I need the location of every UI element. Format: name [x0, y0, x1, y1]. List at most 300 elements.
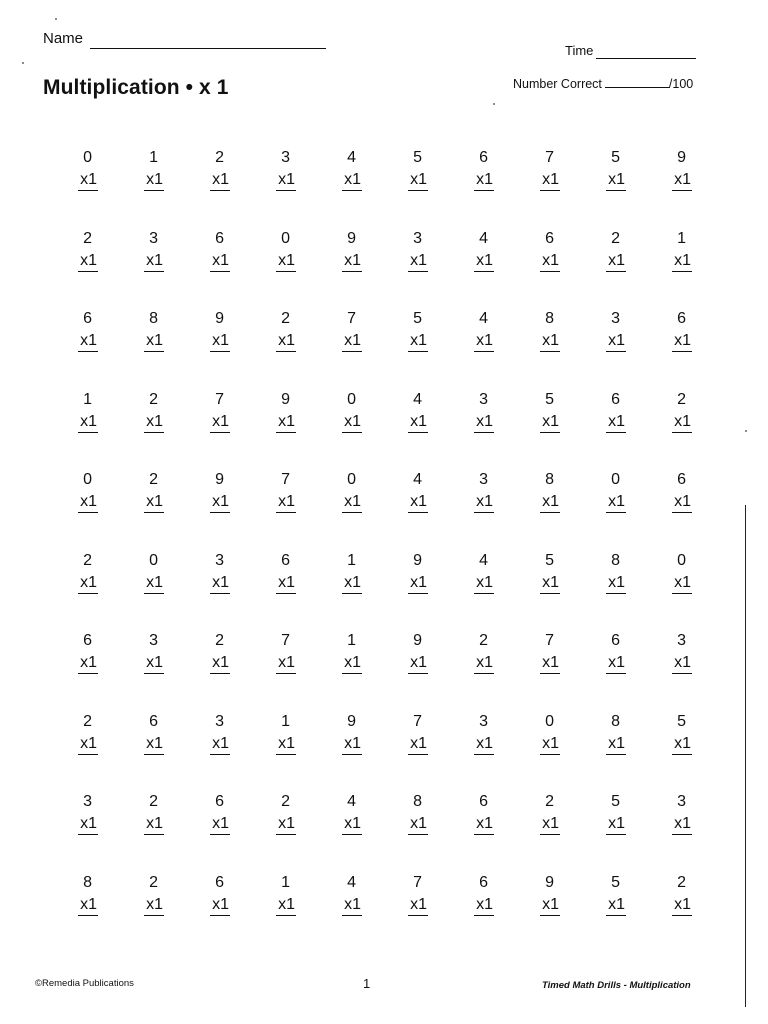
problem-multiplier: x1 [78, 653, 98, 674]
problem-multiplier: x1 [144, 331, 164, 352]
problem-multiplicand: 9 [347, 229, 356, 247]
problem-item [506, 549, 572, 630]
problem-multiplier: x1 [474, 412, 494, 433]
number-correct [513, 75, 693, 91]
problem-multiplier: x1 [408, 251, 428, 272]
problem-grid [44, 146, 704, 951]
problem-multiplier: x1 [210, 251, 230, 272]
problem-multiplier: x1 [276, 331, 296, 352]
problem-multiplicand: 3 [413, 229, 422, 247]
problem-multiplier: x1 [606, 331, 626, 352]
problem-multiplier: x1 [78, 331, 98, 352]
problem-multiplicand: 1 [347, 632, 356, 649]
problem-multiplicand: 3 [83, 793, 92, 810]
problem-item [110, 629, 176, 710]
problem-multiplicand: 5 [545, 551, 554, 569]
problem-item [440, 790, 506, 871]
problem-item [176, 227, 242, 308]
problem-multiplicand: 6 [677, 310, 686, 327]
problem-multiplicand: 9 [545, 873, 554, 891]
problem-multiplicand: 2 [149, 873, 158, 891]
problem-multiplicand: 7 [281, 471, 290, 488]
problem-multiplicand: 4 [413, 471, 422, 488]
problem-multiplicand: 7 [413, 873, 422, 891]
problem-item [44, 146, 110, 227]
problem-multiplier: x1 [408, 814, 428, 835]
problem-item [308, 629, 374, 710]
problem-multiplier: x1 [540, 170, 560, 191]
problem-item [308, 710, 374, 791]
problem-multiplicand: 3 [611, 310, 620, 327]
problem-multiplicand: 5 [611, 149, 620, 166]
problem-multiplicand: 5 [611, 873, 620, 891]
problem-multiplicand: 6 [83, 310, 92, 327]
problem-item [308, 307, 374, 388]
scan-speck [22, 62, 24, 64]
problem-multiplier: x1 [540, 251, 560, 272]
problem-multiplier: x1 [210, 814, 230, 835]
name-label: Name [43, 30, 84, 47]
problem-multiplier: x1 [78, 573, 98, 594]
footer-publisher: ©Remedia Publications [35, 978, 134, 989]
problem-multiplier: x1 [408, 653, 428, 674]
problem-item [440, 549, 506, 630]
problem-item [638, 549, 704, 630]
problem-multiplier: x1 [606, 170, 626, 191]
problem-multiplier: x1 [408, 895, 428, 916]
problem-multiplicand: 0 [545, 712, 554, 730]
problem-multiplier: x1 [342, 412, 362, 433]
problem-item [242, 549, 308, 630]
problem-item [110, 146, 176, 227]
problem-item [44, 388, 110, 469]
problem-item [176, 871, 242, 952]
problem-item [638, 468, 704, 549]
problem-item [44, 629, 110, 710]
problem-multiplicand: 2 [611, 229, 620, 247]
problem-multiplicand: 1 [83, 390, 92, 408]
problem-multiplicand: 9 [413, 551, 422, 569]
problem-item [506, 388, 572, 469]
problem-multiplicand: 6 [479, 793, 488, 810]
problem-multiplicand: 0 [83, 149, 92, 166]
problem-multiplier: x1 [672, 814, 692, 835]
problem-multiplier: x1 [342, 895, 362, 916]
problem-multiplicand: 4 [413, 390, 422, 408]
problem-multiplier: x1 [210, 170, 230, 191]
problem-multiplier: x1 [540, 412, 560, 433]
problem-multiplier: x1 [408, 331, 428, 352]
problem-item [110, 871, 176, 952]
problem-multiplier: x1 [672, 573, 692, 594]
problem-multiplicand: 6 [677, 471, 686, 488]
problem-multiplicand: 6 [479, 149, 488, 166]
problem-item [440, 146, 506, 227]
problem-multiplier: x1 [408, 734, 428, 755]
problem-multiplicand: 2 [149, 793, 158, 810]
problem-multiplicand: 3 [479, 712, 488, 730]
problem-item [374, 468, 440, 549]
problem-multiplicand: 2 [677, 873, 686, 891]
problem-item [638, 871, 704, 952]
problem-multiplicand: 6 [149, 712, 158, 730]
problem-multiplier: x1 [78, 814, 98, 835]
problem-multiplicand: 0 [347, 471, 356, 488]
problem-multiplier: x1 [210, 412, 230, 433]
time-label: Time [565, 43, 594, 58]
problem-item [110, 227, 176, 308]
problem-multiplier: x1 [540, 895, 560, 916]
problem-multiplicand: 1 [347, 551, 356, 569]
problem-item [110, 468, 176, 549]
problem-multiplier: x1 [276, 251, 296, 272]
problem-multiplier: x1 [474, 492, 494, 513]
problem-multiplicand: 9 [347, 712, 356, 730]
problem-multiplier: x1 [540, 331, 560, 352]
problem-multiplicand: 6 [545, 229, 554, 247]
problem-multiplicand: 8 [149, 310, 158, 327]
problem-multiplicand: 3 [479, 471, 488, 488]
problem-multiplicand: 6 [611, 390, 620, 408]
number-correct-label: Number Correct [513, 77, 602, 91]
problem-multiplier: x1 [144, 814, 164, 835]
problem-item [176, 307, 242, 388]
problem-item [506, 227, 572, 308]
problem-item [506, 710, 572, 791]
problem-item [638, 227, 704, 308]
problem-item [440, 629, 506, 710]
problem-multiplicand: 4 [347, 793, 356, 810]
problem-multiplicand: 2 [83, 551, 92, 569]
footer-series-title: Timed Math Drills - Multiplication [542, 980, 691, 991]
problem-multiplicand: 6 [83, 632, 92, 649]
problem-multiplicand: 1 [677, 229, 686, 247]
problem-multiplier: x1 [408, 170, 428, 191]
problem-multiplier: x1 [672, 170, 692, 191]
problem-multiplier: x1 [540, 814, 560, 835]
problem-item [44, 468, 110, 549]
problem-multiplier: x1 [606, 412, 626, 433]
problem-item [44, 549, 110, 630]
problem-multiplicand: 3 [149, 229, 158, 247]
problem-multiplier: x1 [276, 814, 296, 835]
problem-item [506, 468, 572, 549]
problem-multiplicand: 8 [83, 873, 92, 891]
problem-multiplicand: 0 [83, 471, 92, 488]
problem-multiplicand: 2 [83, 229, 92, 247]
problem-multiplier: x1 [276, 573, 296, 594]
problem-item [440, 468, 506, 549]
problem-multiplier: x1 [144, 734, 164, 755]
problem-multiplicand: 4 [347, 149, 356, 166]
problem-multiplicand: 6 [215, 873, 224, 891]
problem-item [506, 629, 572, 710]
problem-multiplier: x1 [78, 734, 98, 755]
problem-multiplier: x1 [474, 573, 494, 594]
problem-multiplicand: 7 [215, 390, 224, 408]
problem-multiplier: x1 [342, 170, 362, 191]
problem-multiplier: x1 [606, 653, 626, 674]
problem-multiplier: x1 [144, 170, 164, 191]
problem-item [440, 388, 506, 469]
problem-multiplicand: 0 [149, 551, 158, 569]
problem-multiplier: x1 [210, 895, 230, 916]
problem-item [242, 388, 308, 469]
problem-item [572, 629, 638, 710]
problem-multiplicand: 3 [479, 390, 488, 408]
problem-multiplier: x1 [210, 331, 230, 352]
number-correct-total: /100 [668, 77, 694, 91]
problem-multiplier: x1 [672, 492, 692, 513]
problem-multiplier: x1 [276, 170, 296, 191]
problem-multiplier: x1 [606, 814, 626, 835]
problem-multiplicand: 5 [545, 390, 554, 408]
problem-multiplicand: 2 [149, 471, 158, 488]
problem-item [374, 710, 440, 791]
problem-item [638, 710, 704, 791]
problem-multiplicand: 1 [281, 712, 290, 730]
problem-multiplicand: 0 [281, 229, 290, 247]
problem-item [176, 710, 242, 791]
problem-multiplicand: 2 [545, 793, 554, 810]
problem-multiplier: x1 [210, 653, 230, 674]
problem-item [308, 871, 374, 952]
problem-multiplicand: 2 [479, 632, 488, 649]
problem-item [242, 307, 308, 388]
problem-multiplier: x1 [276, 412, 296, 433]
problem-multiplicand: 9 [215, 310, 224, 327]
problem-multiplicand: 9 [677, 149, 686, 166]
problem-multiplier: x1 [144, 492, 164, 513]
problem-item [440, 307, 506, 388]
problem-multiplier: x1 [540, 734, 560, 755]
problem-item [374, 307, 440, 388]
problem-multiplicand: 0 [611, 471, 620, 488]
problem-item [374, 790, 440, 871]
number-correct-field[interactable] [605, 75, 669, 88]
problem-item [506, 871, 572, 952]
problem-item [176, 146, 242, 227]
problem-multiplier: x1 [78, 895, 98, 916]
scan-speck [745, 430, 747, 432]
problem-item [638, 790, 704, 871]
problem-multiplier: x1 [606, 573, 626, 594]
problem-multiplicand: 3 [215, 712, 224, 730]
problem-item [572, 549, 638, 630]
problem-multiplicand: 4 [479, 551, 488, 569]
problem-multiplicand: 6 [215, 793, 224, 810]
problem-multiplicand: 2 [83, 712, 92, 730]
problem-multiplier: x1 [78, 251, 98, 272]
problem-multiplier: x1 [672, 412, 692, 433]
problem-item [374, 146, 440, 227]
problem-multiplier: x1 [210, 492, 230, 513]
problem-multiplicand: 9 [215, 471, 224, 488]
problem-multiplier: x1 [342, 492, 362, 513]
problem-item [242, 871, 308, 952]
problem-multiplier: x1 [474, 653, 494, 674]
problem-item [506, 307, 572, 388]
problem-item [308, 227, 374, 308]
problem-multiplier: x1 [342, 331, 362, 352]
time-field[interactable] [596, 58, 696, 59]
problem-multiplicand: 6 [215, 229, 224, 247]
problem-multiplicand: 6 [611, 632, 620, 649]
problem-item [176, 388, 242, 469]
problem-item [176, 790, 242, 871]
problem-item [176, 468, 242, 549]
problem-item [374, 227, 440, 308]
problem-multiplicand: 1 [281, 873, 290, 891]
problem-multiplier: x1 [408, 492, 428, 513]
problem-multiplier: x1 [78, 492, 98, 513]
problem-multiplier: x1 [606, 734, 626, 755]
problem-multiplicand: 2 [677, 390, 686, 408]
problem-multiplicand: 0 [677, 551, 686, 569]
problem-multiplicand: 9 [281, 390, 290, 408]
problem-multiplicand: 5 [413, 149, 422, 166]
problem-multiplier: x1 [474, 895, 494, 916]
problem-multiplier: x1 [144, 251, 164, 272]
problem-item [308, 468, 374, 549]
problem-item [308, 790, 374, 871]
problem-multiplicand: 4 [479, 229, 488, 247]
problem-multiplicand: 7 [281, 632, 290, 649]
problem-multiplier: x1 [672, 895, 692, 916]
problem-multiplicand: 7 [545, 632, 554, 649]
problem-multiplicand: 2 [215, 149, 224, 166]
problem-multiplier: x1 [210, 734, 230, 755]
problem-multiplier: x1 [540, 492, 560, 513]
page-number: 1 [363, 976, 371, 991]
problem-multiplier: x1 [342, 573, 362, 594]
problem-multiplier: x1 [144, 412, 164, 433]
problem-multiplier: x1 [342, 734, 362, 755]
problem-multiplicand: 6 [479, 873, 488, 891]
problem-multiplicand: 4 [479, 310, 488, 327]
problem-item [638, 388, 704, 469]
problem-multiplicand: 7 [545, 149, 554, 166]
problem-item [242, 468, 308, 549]
problem-multiplier: x1 [672, 653, 692, 674]
problem-multiplier: x1 [408, 573, 428, 594]
problem-multiplier: x1 [540, 653, 560, 674]
problem-multiplicand: 2 [149, 390, 158, 408]
page-title: Multiplication • x 1 [43, 76, 229, 99]
problem-item [44, 307, 110, 388]
problem-multiplicand: 3 [149, 632, 158, 649]
problem-item [638, 146, 704, 227]
problem-multiplicand: 9 [413, 632, 422, 649]
problem-item [506, 146, 572, 227]
problem-multiplicand: 3 [677, 632, 686, 649]
problem-item [308, 549, 374, 630]
problem-item [308, 388, 374, 469]
problem-multiplier: x1 [474, 814, 494, 835]
problem-multiplier: x1 [342, 814, 362, 835]
problem-item [44, 790, 110, 871]
scan-edge-line [745, 505, 746, 1007]
problem-multiplier: x1 [276, 492, 296, 513]
problem-multiplicand: 5 [677, 712, 686, 730]
problem-multiplier: x1 [474, 734, 494, 755]
problem-multiplicand: 7 [347, 310, 356, 327]
problem-multiplier: x1 [474, 331, 494, 352]
problem-item [572, 468, 638, 549]
scan-speck [493, 103, 495, 105]
problem-item [572, 227, 638, 308]
problem-item [242, 227, 308, 308]
problem-multiplier: x1 [474, 251, 494, 272]
problem-multiplicand: 5 [413, 310, 422, 327]
name-field[interactable] [90, 48, 326, 49]
problem-multiplier: x1 [144, 895, 164, 916]
problem-multiplier: x1 [606, 251, 626, 272]
problem-item [242, 629, 308, 710]
problem-multiplicand: 0 [347, 390, 356, 408]
problem-multiplicand: 6 [281, 551, 290, 569]
problem-item [374, 629, 440, 710]
problem-multiplier: x1 [606, 895, 626, 916]
problem-item [44, 871, 110, 952]
problem-item [374, 871, 440, 952]
problem-multiplicand: 2 [215, 632, 224, 649]
problem-multiplier: x1 [672, 251, 692, 272]
problem-multiplier: x1 [78, 170, 98, 191]
problem-item [572, 388, 638, 469]
problem-multiplicand: 7 [413, 712, 422, 730]
problem-item [44, 710, 110, 791]
problem-multiplicand: 3 [677, 793, 686, 810]
problem-multiplier: x1 [276, 895, 296, 916]
problem-multiplier: x1 [276, 653, 296, 674]
problem-multiplicand: 5 [611, 793, 620, 810]
problem-multiplicand: 3 [281, 149, 290, 166]
problem-item [110, 388, 176, 469]
problem-item [176, 549, 242, 630]
problem-item [572, 146, 638, 227]
problem-item [176, 629, 242, 710]
problem-item [440, 871, 506, 952]
problem-multiplier: x1 [276, 734, 296, 755]
problem-multiplier: x1 [474, 170, 494, 191]
problem-multiplicand: 8 [545, 310, 554, 327]
problem-multiplicand: 4 [347, 873, 356, 891]
problem-item [374, 549, 440, 630]
problem-item [110, 790, 176, 871]
problem-item [572, 710, 638, 791]
problem-multiplicand: 8 [545, 471, 554, 488]
problem-multiplier: x1 [210, 573, 230, 594]
problem-item [242, 790, 308, 871]
problem-multiplier: x1 [342, 251, 362, 272]
problem-multiplier: x1 [606, 492, 626, 513]
problem-item [44, 227, 110, 308]
problem-item [572, 871, 638, 952]
problem-multiplier: x1 [78, 412, 98, 433]
problem-multiplier: x1 [540, 573, 560, 594]
problem-multiplicand: 8 [611, 551, 620, 569]
problem-item [440, 227, 506, 308]
problem-item [110, 710, 176, 791]
problem-multiplicand: 2 [281, 310, 290, 327]
problem-item [374, 388, 440, 469]
problem-multiplier: x1 [408, 412, 428, 433]
problem-multiplier: x1 [672, 331, 692, 352]
problem-item [110, 307, 176, 388]
problem-item [572, 307, 638, 388]
problem-item [242, 146, 308, 227]
